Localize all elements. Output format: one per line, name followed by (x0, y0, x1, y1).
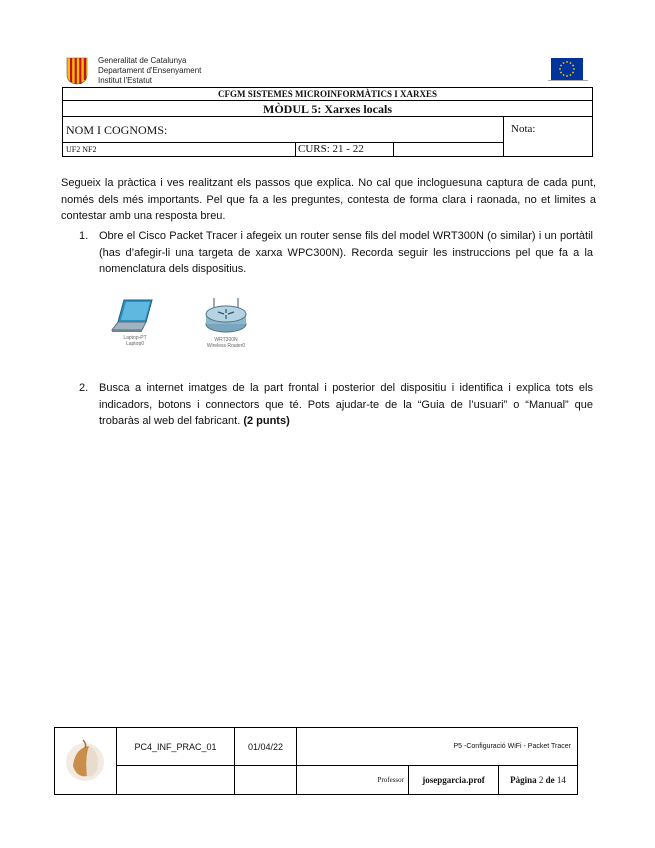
router-label (201, 337, 251, 349)
teacher-name: josepgarcia.prof (409, 766, 499, 794)
institution-line-2: Departament d'Ensenyament (98, 66, 202, 75)
student-name-field[interactable]: NOM I COGNOMS: (63, 117, 504, 143)
empty-cell (394, 143, 504, 156)
empty-cell (235, 766, 297, 794)
page-number (499, 766, 577, 794)
eu-flag-icon (551, 58, 583, 80)
document-code: PC4_INF_PRAC_01 (117, 728, 235, 766)
institution-text (98, 56, 201, 86)
item-number-1: 1. (79, 230, 89, 242)
intro-paragraph: Segueix la pràctica i ves realitzant els passos que explica. No cal que incloguesuna captura de cada punt, només dels més importants. Pel que fa a les preguntes, contesta de forma clara i raonada, no et limites a contestar amb una resposta breu. (61, 177, 596, 222)
page-sep: de (545, 775, 555, 785)
footer-table (54, 727, 578, 795)
course-label: CURS: 21 - 22 (296, 143, 394, 156)
item-number-2: 2. (79, 382, 89, 394)
teacher-label: Professor (297, 766, 409, 794)
laptop-icon (110, 298, 158, 334)
item-points-2: (2 punts) (243, 415, 290, 427)
document-title: P5 -Configuració WiFi - Packet Tracer (297, 728, 577, 766)
school-logo-icon (63, 736, 107, 784)
cycle-title: CFGM SISTEMES MICROINFORMÀTICS I XARXES (63, 88, 592, 101)
document-date: 01/04/22 (235, 728, 297, 766)
institution-line-1: Generalitat de Catalunya (98, 56, 187, 65)
generalitat-logo-icon (66, 57, 88, 85)
laptop-label-text: Laptop-PT Laptop0 (123, 335, 147, 347)
unit-label: UF2 NF2 (63, 143, 296, 156)
header-table (62, 87, 593, 157)
laptop-label (110, 335, 160, 347)
grade-field[interactable]: Nota: (511, 123, 536, 135)
wireless-router-icon (204, 296, 248, 336)
router-label-text: WRT300N Wireless Router0 (206, 337, 246, 349)
module-title: MÒDUL 5: Xarxes locals (63, 101, 592, 117)
item-text-1: Obre el Cisco Packet Tracer i afegeix un router sense fils del model WRT300N (o similar) i un portàtil (has d’afegir-li una targeta de xarxa WPC300N). Recorda seguir les instruccions pel que fa a la nomenclatura dels dispositius. (99, 230, 593, 275)
item-text-2-body: Busca a internet imatges de la part frontal i posterior del dispositiu i identifica i explica tots els indicadors, botons i connectors que té. Pots ajudar-te de la “Guia de l’usuari” o “Manual” que trobaràs al web del fabricant. (99, 382, 593, 427)
page-total: 14 (556, 775, 566, 785)
footer-logo-cell (55, 728, 117, 794)
institution-line-3: Institut l'Estatut (98, 76, 152, 85)
eu-caption-line (548, 80, 588, 84)
page-current: 2 (538, 775, 544, 785)
item-text-2 (99, 380, 593, 430)
empty-cell (117, 766, 235, 794)
page-label: Pàgina (510, 775, 537, 785)
